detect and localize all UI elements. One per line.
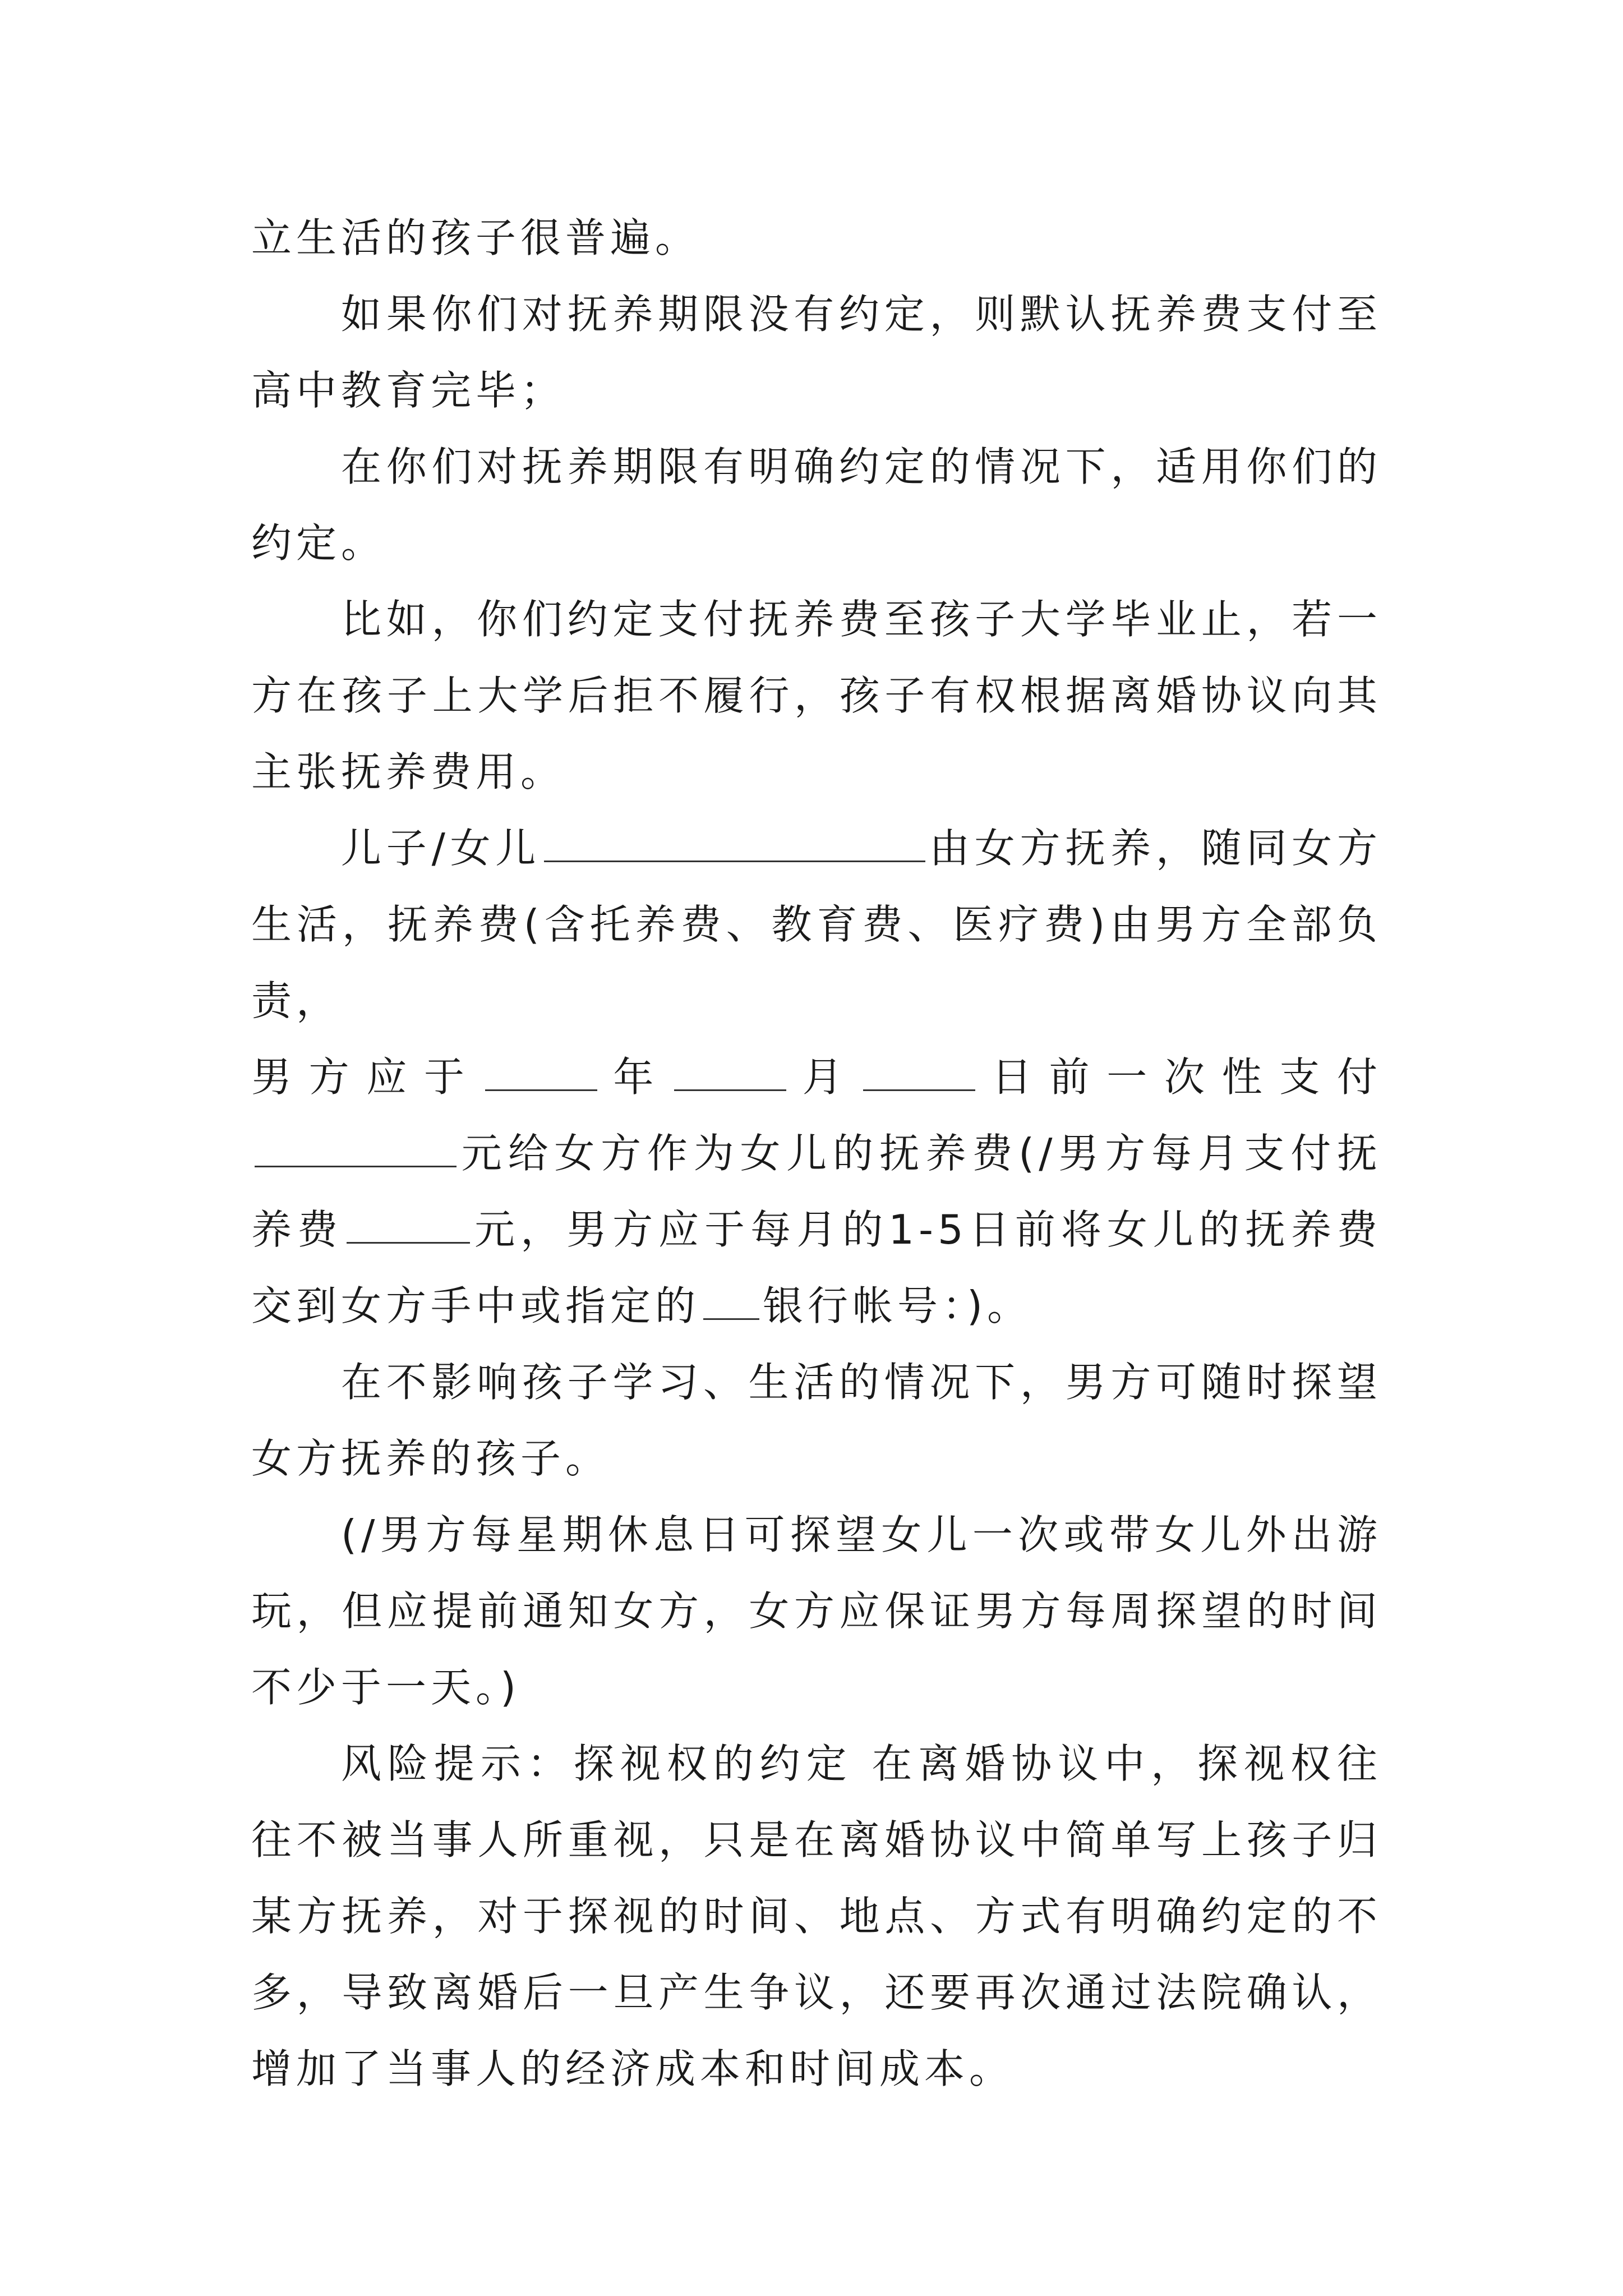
child-name-blank [544, 818, 925, 862]
paragraph-risk-notice: 风险提示：探视权的约定 在离婚协议中，探视权往往不被当事人所重视，只是在离婚协议中简单写上孩子归某方抚养，对于探视的时间、地点、方式有明确约定的不多，导致离婚后一旦产生争议，还要再次通过法院确认，增加了当事人的经济成本和时间成本。 [251, 1740, 1382, 2092]
paragraph-weekly-visit: (/男方每星期休息日可探望女儿一次或带女儿外出游玩，但应提前通知女方，女方应保证男方每周探望的时间不少于一天。) [251, 1511, 1382, 1711]
paragraph-visitation: 在不影响孩子学习、生活的情况下，男方可随时探望女方抚养的孩子。 [251, 1359, 1382, 1482]
month-blank [674, 1047, 786, 1091]
paragraph-3: 在你们对抚养期限有明确约定的情况下，适用你们的约定。 [251, 443, 1382, 567]
year-label: 年 [600, 1053, 671, 1101]
agreement-text-3: 男方应于 [251, 1053, 482, 1101]
agreement-text-1: 儿子/女儿 [341, 825, 541, 872]
monthly-amount-blank [347, 1199, 470, 1244]
payment-date-line [251, 1039, 1382, 1115]
year-blank [485, 1047, 597, 1091]
agreement-text-4: 日前一次性支付 [979, 1053, 1382, 1101]
agreement-paragraph [251, 810, 1382, 1344]
month-label: 月 [789, 1053, 860, 1101]
paragraph-2: 如果你们对抚养期限没有约定，则默认抚养费支付至高中教育完毕； [251, 291, 1382, 414]
paragraph-4: 比如，你们约定支付抚养费至孩子大学毕业止，若一方在孩子上大学后拒不履行，孩子有权根据离婚协议向其主张抚养费用。 [251, 596, 1382, 795]
document-body [251, 200, 1382, 2107]
agreement-text-6: 元，男方应于每月的1-5日前将女儿的抚养费交到女方手中或指定的 [251, 1206, 1382, 1329]
day-blank [863, 1047, 975, 1091]
bank-name-blank [703, 1276, 759, 1320]
lump-sum-amount-blank [255, 1123, 457, 1167]
paragraph-1: 立生活的孩子很普遍。 [251, 214, 700, 261]
agreement-text-5: 元给女方作为女儿的抚养费(/男方每月支付抚养费 [251, 1130, 1382, 1253]
agreement-text-7: 银行帐号：)。 [763, 1282, 1032, 1329]
agreement-text-2: 由女方抚养，随同女方生活，抚养费(含托养费、教育费、医疗费)由男方全部负责， [251, 825, 1382, 1024]
